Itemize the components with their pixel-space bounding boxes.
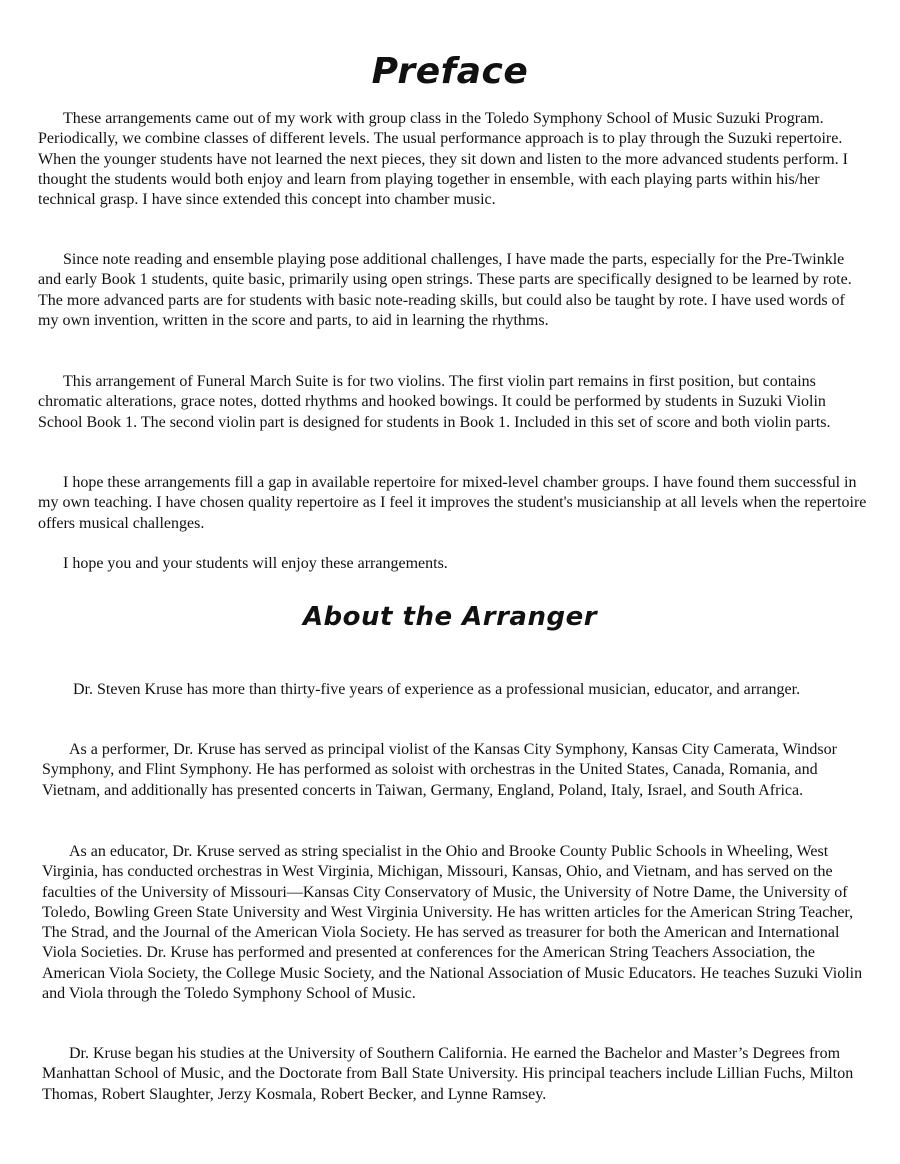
arranger-paragraph-1: Dr. Steven Kruse has more than thirty-five years of experience as a professional musician, educator, and arranger. — [73, 681, 801, 698]
preface-paragraph-4: I hope these arrangements fill a gap in available repertoire for mixed-level chamber groups. I have found them successful in my own teaching. I have chosen quality repertoire as I feel it improves the student's musicianship at all levels when the repertoire offers musical challenges. — [38, 474, 867, 532]
preface-paragraph-3: This arrangement of Funeral March Suite is for two violins. The first violin part remains in first position, but contains chromatic alterations, grace notes, dotted rhythms and hooked bowings. It could be performed by students in Suzuki Violin School Book 1. The second violin part is designed for students in Book 1. Included in this set of score and both violin parts. — [38, 373, 831, 431]
preface-paragraph-1: These arrangements came out of my work with group class in the Toledo Symphony School of Music Suzuki Program. Periodically, we combine classes of different levels. The usual performance approach is to play through the Suzuki repertoire. When the younger students have not learned the next pieces, they sit down and listen to the more advanced students perform. I thought the students would both enjoy and learn from playing together in ensemble, with each playing parts within his/her technical grasp. I have since extended this concept into chamber music. — [38, 110, 848, 209]
preface-paragraph-2: Since note reading and ensemble playing pose additional challenges, I have made the parts, especially for the Pre-Twinkle and early Book 1 students, quite basic, primarily using open strings. These parts are specifically designed to be learned by rote. The more advanced parts are for students with basic note-reading skills, but could also be taught by rote. I have used words of my own invention, written in the score and parts, to aid in learning the rhythms. — [38, 251, 852, 329]
arranger-paragraph-3: As an educator, Dr. Kruse served as string specialist in the Ohio and Brooke County Public Schools in Wheeling, West Virginia, has conducted orchestras in West Virginia, Michigan, Missouri, Kansas, Ohio, and Vietnam, and has served on the faculties of the University of Missouri—Kansas City Conservatory of Music, the University of Notre Dame, the University of Toledo, Bowling Green State University and West Virginia University. He has written articles for the American String Teacher, The Strad, and the Journal of the American Viola Society. He has served as treasurer for both the American and International Viola Societies. Dr. Kruse has performed and presented at conferences for the American String Teachers Association, the American Viola Society, the College Music Society, and the National Association of Music Educators. He teaches Suzuki Violin and Viola through the Toledo Symphony School of Music. — [42, 843, 863, 1003]
preface-paragraph-5: I hope you and your students will enjoy these arrangements. — [63, 555, 448, 572]
arranger-paragraph-2: As a performer, Dr. Kruse has served as principal violist of the Kansas City Symphony, Kansas City Camerata, Windsor Symphony, and Flint Symphony. He has performed as soloist with orchestras in the United States, Canada, Romania, and Vietnam, and additionally has presented concerts in Taiwan, Germany, England, Poland, Italy, Israel, and South Africa. — [42, 741, 837, 799]
arranger-paragraph-4: Dr. Kruse began his studies at the University of Southern California. He earned the Bachelor and Master’s Degrees from Manhattan School of Music, and the Doctorate from Ball State University. His principal teachers include Lillian Fuchs, Milton Thomas, Robert Slaughter, Jerzy Kosmala, Robert Becker, and Lynne Ramsey. — [42, 1045, 854, 1103]
arranger-title: About the Arranger — [302, 602, 598, 632]
preface-title: Preface — [371, 51, 529, 92]
